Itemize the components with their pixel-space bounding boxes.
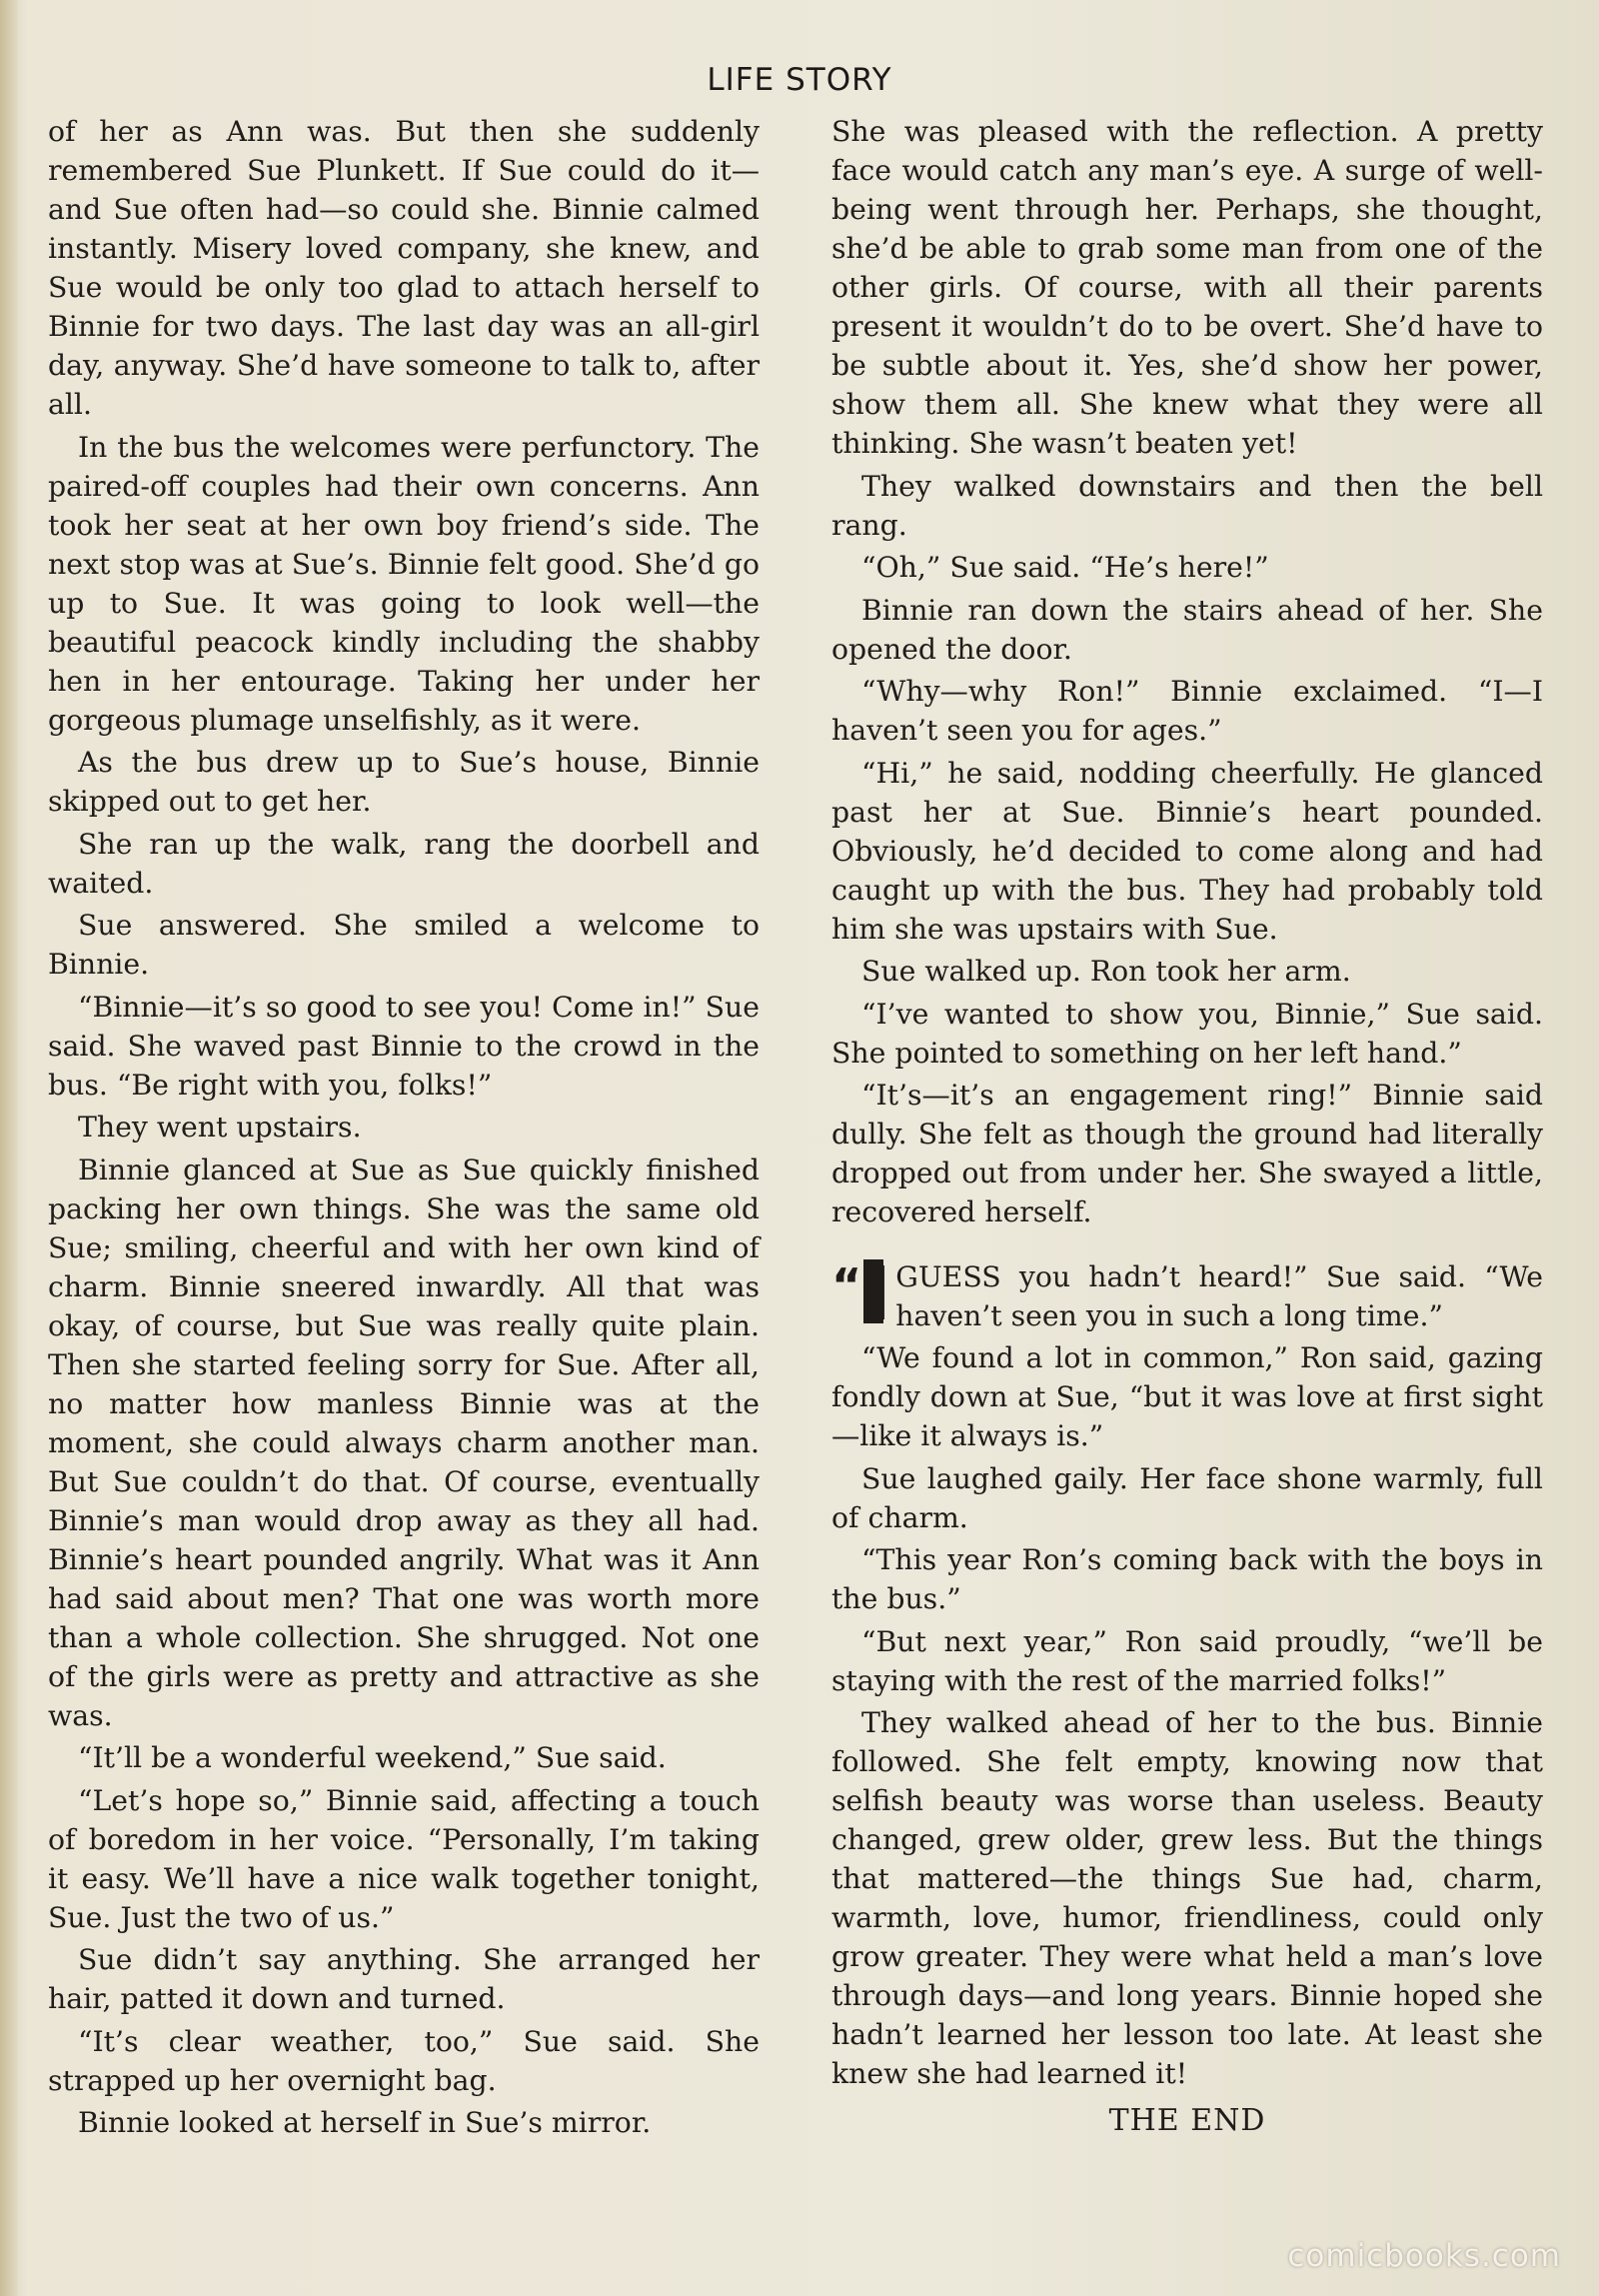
the-end-label: THE END (1108, 2103, 1266, 2138)
paragraph: “This year Ron’s coming back with the boys in the bus.” (831, 1543, 1543, 1615)
paragraph: “Binnie—it’s so good to see you! Come in!” Sue said. She waved past Binnie to the crowd in the bus. “Be right with you, folks!” (48, 990, 760, 1102)
dropcap-text: GUESS you hadn’t heard!” Sue said. “We haven’t seen you in such a long time.” (895, 1259, 1543, 1332)
paragraph: She ran up the walk, rang the doorbell and waited. (48, 827, 760, 900)
paragraph: “It’ll be a wonderful weekend,” Sue said. (78, 1741, 667, 1774)
paragraph: Binnie looked at herself in Sue’s mirror. (78, 2106, 652, 2139)
paragraph: “It’s clear weather, too,” Sue said. She strapped up her overnight bag. (48, 2024, 760, 2097)
right-column (831, 112, 1543, 2140)
watermark: comicbooks.com (1287, 2238, 1561, 2274)
paragraph: “Oh,” Sue said. “He’s here!” (861, 551, 1269, 584)
paragraph: They walked ahead of her to the bus. Binnie followed. She felt empty, knowing now that selfish beauty was worse than useless. Beauty changed, grew older, grew less. But the things that mattered—the things Sue had, charm, warmth, love, humor, friendliness, could only grow greater. They were what held a man’s love through days—and long years. Binnie hoped she hadn’t learned her lesson too late. At least she knew she had learned it! (831, 1706, 1543, 2090)
paragraph: They walked downstairs and then the bell rang. (831, 469, 1543, 542)
left-column (48, 112, 760, 2146)
paragraph: Sue answered. She smiled a welcome to Binnie. (48, 909, 760, 981)
paragraph: As the bus drew up to Sue’s house, Binnie skipped out to get her. (48, 746, 760, 818)
paragraph: Sue laughed gaily. Her face shone warmly, full of charm. (831, 1461, 1543, 1534)
dropcap-initial: I (863, 1250, 891, 1337)
section-break (831, 1235, 1543, 1257)
paragraph: Sue didn’t say anything. She arranged her hair, patted it down and turned. (48, 1943, 760, 2015)
paragraph: In the bus the welcomes were perfunctory. The paired-off couples had their own concerns. Ann took her seat at her own boy friend’s side. The next stop was at Sue’s. Binnie felt good. She’d go up to Sue. It was going to look well—the beautiful peacock kindly including the shabby hen in her entourage. Taking her under her gorgeous plumage unselfishly, as it were. (48, 430, 760, 737)
paragraph: “But next year,” Ron said proudly, “we’ll be staying with the rest of the married folks!” (831, 1624, 1543, 1697)
paragraph: “Let’s hope so,” Binnie said, affecting a touch of boredom in her voice. “Personally, I’m taking it easy. We’ll have a nice walk together tonight, Sue. Just the two of us.” (48, 1783, 760, 1934)
paragraph: She was pleased with the reflection. A pretty face would catch any man’s eye. A surge of well-being went through her. Perhaps, she thought, she’d be able to grab some man from one of the other girls. Of course, with all their parents present it wouldn’t do to be overt. She’d have to be subtle about it. Yes, she’d show her power, show them all. She knew what they were all thinking. She wasn’t beaten yet! (831, 115, 1543, 460)
paragraph: Binnie ran down the stairs ahead of her. She opened the door. (831, 593, 1543, 666)
paragraph: of her as Ann was. But then she suddenly remembered Sue Plunkett. If Sue could do it—and Sue often had—so could she. Binnie calmed instantly. Misery loved company, she knew, and Sue would be only too glad to attach herself to Binnie for two days. The last day was an all-girl day, anyway. She’d have someone to talk to, after all. (48, 115, 760, 421)
paragraph: “Hi,” he said, nodding cheerfully. He glanced past her at Sue. Binnie’s heart pounded. Obviously, he’d decided to come along and had caught up with the bus. They had probably told him she was upstairs with Sue. (831, 756, 1543, 946)
dropcap-quote-mark: “ (831, 1257, 862, 1312)
paragraph: “It’s—it’s an engagement ring!” Binnie said dully. She felt as though the ground had literally dropped out from under her. She swayed a little, recovered herself. (831, 1079, 1543, 1228)
paragraph: Binnie glanced at Sue as Sue quickly finished packing her own things. She was the same old Sue; smiling, cheerful and with her own kind of charm. Binnie sneered inwardly. All that was okay, of course, but Sue was really quite plain. Then she started feeling sorry for Sue. After all, no matter how manless Binnie was at the moment, she could always charm another man. But Sue couldn’t do that. Of course, eventually Binnie’s man would drop away as they all had. Binnie’s heart pounded angrily. What was it Ann had said about men? That one was worth more than a whole collection. She shrugged. Not one of the girls were as pretty and attractive as she was. (48, 1152, 760, 1732)
paragraph: “Why—why Ron!” Binnie exclaimed. “I—I haven’t seen you for ages.” (831, 675, 1543, 747)
page-edge (0, 0, 18, 2296)
paragraph: “I’ve wanted to show you, Binnie,” Sue said. She pointed to something on her left hand.” (831, 997, 1543, 1070)
paragraph: They went upstairs. (78, 1111, 362, 1144)
paragraph: “We found a lot in common,” Ron said, gazing fondly down at Sue, “but it was love at first sight—like it always is.” (831, 1341, 1543, 1452)
running-head: LIFE STORY (707, 62, 892, 98)
paragraph: Sue walked up. Ron took her arm. (861, 955, 1351, 988)
dropcap-paragraph (831, 1250, 1543, 1337)
